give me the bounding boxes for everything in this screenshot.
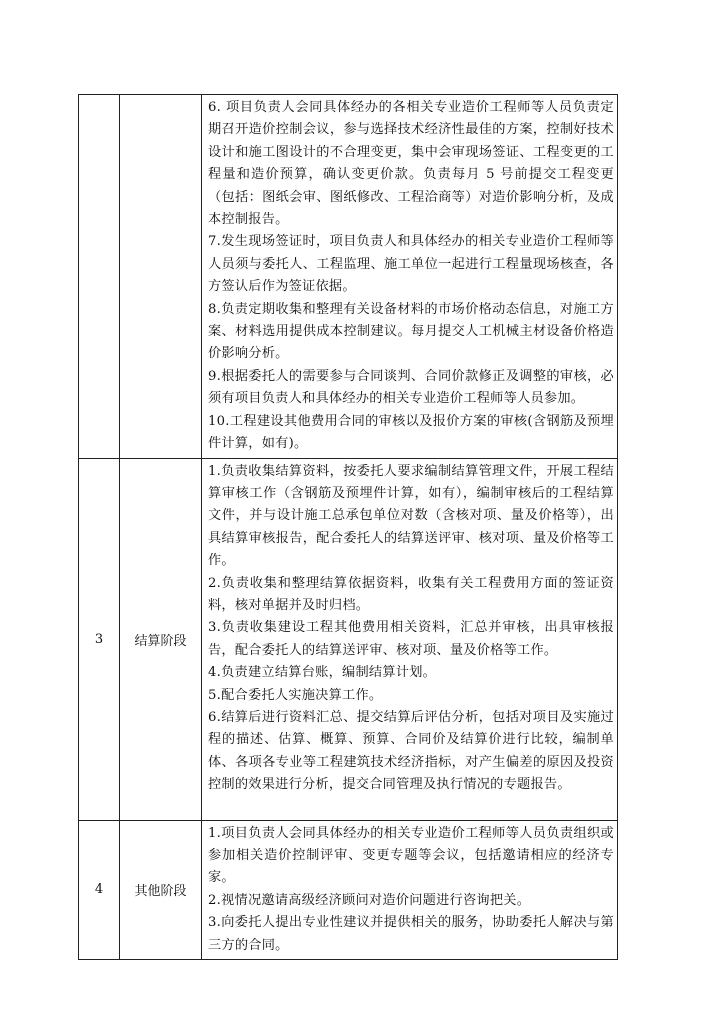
row-number-cell: 4 bbox=[79, 820, 120, 959]
row-number-cell: 3 bbox=[79, 458, 120, 820]
duty-item: 3.向委托人提出专业性建议并提供相关的服务，协助委托人解决与第三方的合同。 bbox=[208, 915, 614, 953]
duty-item: 8.负责定期收集和整理有关设备材料的市场价格动态信息，对施工方案、材料选用提供成本控制建议。每月提交人工机械主材设备价格造价影响分析。 bbox=[208, 301, 614, 362]
table-row bbox=[79, 458, 618, 820]
duties-cell bbox=[202, 820, 618, 959]
stage-name-cell: 结算阶段 bbox=[120, 458, 202, 820]
duty-item: 6. 项目负责人会同具体经办的各相关专业造价工程师等人员负责定期召开造价控制会议，参与选择技术经济性最佳的方案，控制好技术设计和施工图设计的不合理变更，集中会审现场签证、工程变更的工程量和造价预算，确认变更价款。负责每月 5 号前提交工程变更（包括：图纸会审、图纸修改、工程洽商等）对造价影响分析，及成本控制报告。 bbox=[208, 100, 614, 228]
duties-cell bbox=[202, 95, 618, 459]
duties-cell bbox=[202, 458, 618, 820]
duty-item: 6.结算后进行资料汇总、提交结算后评估分析，包括对项目及实施过程的描述、估算、概算、预算、合同价及结算价进行比较，编制单体、各项各专业等工程建筑技术经济指标，对产生偏差的原因及投资控制的效果进行分析，提交合同管理及执行情况的专题报告。 bbox=[208, 709, 614, 793]
duty-item: 10.工程建设其他费用合同的审核以及报价方案的审核(含钢筋及预埋件计算，如有)。 bbox=[208, 413, 614, 452]
duty-item: 3.负责收集建设工程其他费用相关资料，汇总并审核，出具审核报告，配合委托人的结算送评审、核对项、量及价格等工作。 bbox=[208, 620, 614, 658]
duty-item: 1.项目负责人会同具体经办的相关专业造价工程师等人员负责组织或参加相关造价控制评审、变更专题等会议，包括邀请相应的经济专家。 bbox=[208, 825, 614, 886]
table-row bbox=[79, 820, 618, 959]
duty-item: 5.配合委托人实施决算工作。 bbox=[208, 687, 383, 703]
row-number-cell bbox=[79, 95, 120, 459]
duty-item: 9.根据委托人的需要参与合同谈判、合同价款修正及调整的审核，必须有项目负责人和具体经办的相关专业造价工程师等人员参加。 bbox=[208, 368, 614, 407]
duty-item: 1.负责收集结算资料，按委托人要求编制结算管理文件，开展工程结算审核工作（含钢筋及预埋件计算，如有），编制审核后的工程结算文件，并与设计施工总承包单位对数（含核对项、量及价格等），出具结算审核报告，配合委托人的结算送评审、核对项、量及价格等工作。 bbox=[208, 463, 614, 569]
duty-item: 7.发生现场签证时，项目负责人和具体经办的相关专业造价工程师等人员须与委托人、工程监理、施工单位一起进行工程量现场核查，各方签认后作为签证依据。 bbox=[208, 234, 614, 295]
duty-item: 2.负责收集和整理结算依据资料，收集有关工程费用方面的签证资料，核对单据并及时归档。 bbox=[208, 575, 614, 613]
scope-of-work-table bbox=[78, 94, 618, 960]
stage-name-cell bbox=[120, 95, 202, 459]
stage-name-cell: 其他阶段 bbox=[120, 820, 202, 959]
table-row bbox=[79, 95, 618, 459]
duty-item: 2.视情况邀请高级经济顾问对造价问题进行咨询把关。 bbox=[208, 892, 531, 908]
duty-item: 4.负责建立结算台账，编制结算计划。 bbox=[208, 665, 437, 681]
